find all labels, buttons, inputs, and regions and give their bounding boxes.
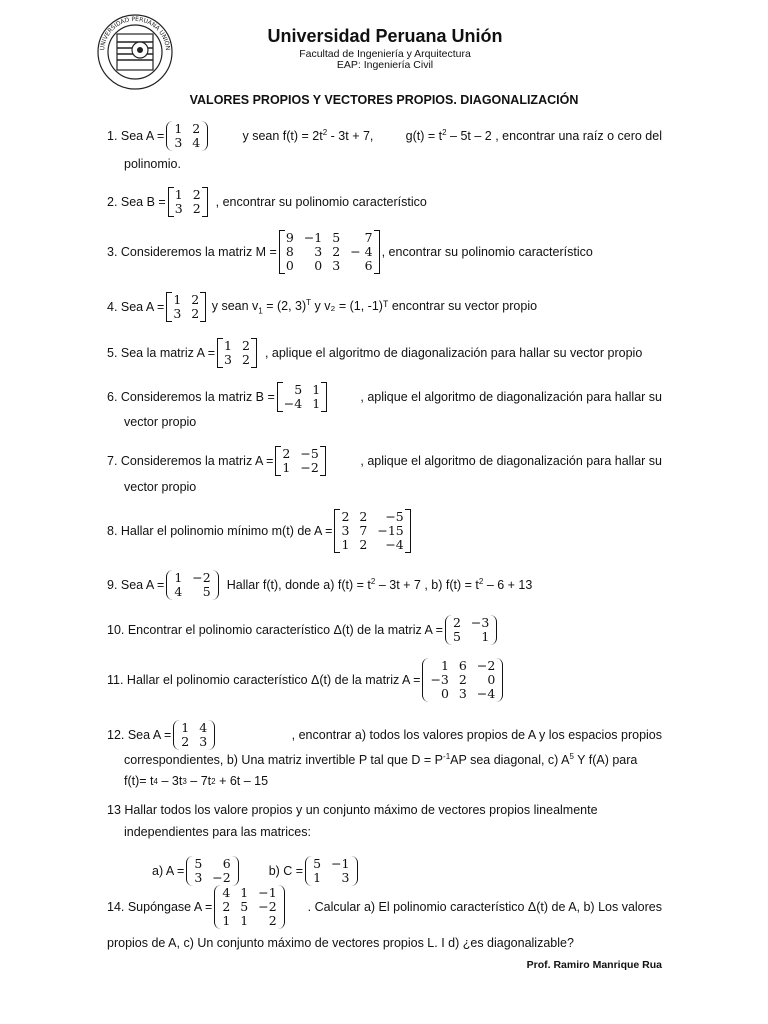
- matrix-cell: 5: [332, 230, 341, 245]
- p4-b: y sean v: [211, 299, 259, 314]
- matrix-cell: 1: [481, 629, 490, 644]
- problem-10-line: [107, 615, 499, 645]
- p12-text-c: [124, 752, 637, 767]
- university-seal-logo: [95, 12, 175, 92]
- p13-matrix-c: [305, 856, 357, 886]
- p10-matrix: [445, 615, 497, 645]
- p12-c: correspondientes, b) Una matriz invertible P tal que D = P: [124, 753, 444, 768]
- p4-sub: 1: [258, 306, 263, 316]
- p4-sup: T: [306, 298, 312, 308]
- matrix-cell: 7: [359, 523, 368, 538]
- matrix-cell: 1: [240, 885, 249, 900]
- p7-continuation: vector propio: [124, 480, 197, 494]
- matrix-cell: 2: [191, 306, 200, 321]
- p1-e: – 5t – 2 , encontrar una raíz o cero del: [450, 129, 662, 144]
- p13-matrices-line: [152, 856, 360, 886]
- problem-7-line: [107, 446, 662, 476]
- p12-c-sup: -1: [443, 752, 451, 761]
- p14-text-a: 14. Supóngase A =: [107, 900, 213, 914]
- matrix-cell: 0: [440, 686, 449, 701]
- p6-matrix: [277, 382, 327, 412]
- matrix-cell: 2: [242, 352, 250, 367]
- matrix-cell: 5: [240, 899, 249, 914]
- p12-f1: f(t)= t: [124, 774, 154, 788]
- matrix-cell: 1: [240, 913, 249, 928]
- matrix-cell: −1: [331, 856, 350, 871]
- matrix-cell: −4: [476, 686, 496, 701]
- signature-professor: Prof. Ramiro Manrique Rua: [526, 959, 662, 971]
- matrix-cell: 3: [332, 258, 341, 273]
- p12-e: Y f(A) para: [573, 753, 638, 768]
- problem-11-line: [107, 658, 505, 702]
- p6-continuation: vector propio: [124, 415, 197, 429]
- p4-text-b: [208, 298, 537, 316]
- matrix-cell: −2: [192, 570, 211, 585]
- p1-text-a: 1. Sea A =: [107, 129, 165, 143]
- p1-text-b: y sean $f(t) = 2t^2 - 3t + 7$,: [242, 128, 374, 144]
- p14-text-b: . Calcular a) El polinomio característico Δ(t) de A, b) Los valores: [307, 900, 662, 914]
- matrix-cell: −5: [385, 509, 404, 524]
- matrix-cell: 2: [242, 338, 250, 353]
- p7-text-b: , aplique el algoritmo de diagonalización para hallar su: [360, 454, 662, 468]
- p5-text-b: , aplique el algoritmo de diagonalización para hallar su vector propio: [264, 346, 643, 360]
- matrix-cell: 2: [332, 244, 341, 259]
- p2-text-b: , encontrar su polinomio característico: [215, 195, 427, 209]
- p9-c: – 3t + 7 , b) f(t) = t: [378, 578, 479, 593]
- matrix-cell: −1: [258, 885, 277, 900]
- eap-name: EAP: Ingeniería Civil: [336, 59, 434, 71]
- matrix-cell: 2: [452, 615, 461, 630]
- p12-f4: + 6t – 15: [219, 774, 269, 788]
- problem-8-line: [107, 509, 413, 553]
- p13-label-a: a) A =: [152, 864, 185, 878]
- matrix-cell: −5: [300, 446, 319, 461]
- matrix-cell: 1: [312, 396, 321, 411]
- matrix-cell: 1: [313, 870, 322, 885]
- matrix-cell: 1: [174, 121, 183, 136]
- matrix-cell: 6: [364, 258, 373, 273]
- matrix-cell: −3: [470, 615, 490, 630]
- p8-text-a: 8. Hallar el polinomio mínimo m(t) de A =: [107, 524, 333, 538]
- matrix-cell: −1: [303, 230, 323, 245]
- problem-9-line: [107, 570, 532, 600]
- p12-d: AP sea diagonal, c) A: [450, 753, 570, 768]
- matrix-cell: 2: [359, 509, 368, 524]
- matrix-cell: 5: [313, 856, 322, 871]
- matrix-cell: 1: [222, 913, 231, 928]
- matrix-cell: 7: [364, 230, 373, 245]
- matrix-cell: 3: [224, 352, 232, 367]
- matrix-cell: −2: [212, 870, 231, 885]
- matrix-cell: 3: [341, 870, 350, 885]
- p8-matrix: [334, 509, 410, 553]
- matrix-cell: 2: [341, 509, 350, 524]
- p12-f3: – 7t: [190, 774, 212, 788]
- problem-1-line: [107, 121, 662, 151]
- problem-4-line: [107, 292, 537, 322]
- matrix-cell: 3: [174, 201, 183, 216]
- p5-matrix: [217, 338, 257, 368]
- problem-14-line: [107, 885, 662, 929]
- matrix-cell: 1: [440, 658, 449, 673]
- matrix-cell: 2: [268, 913, 277, 928]
- matrix-cell: 1: [174, 187, 183, 202]
- university-name: Universidad Peruana Unión: [267, 26, 503, 46]
- matrix-cell: 4: [174, 584, 183, 599]
- matrix-cell: 3: [341, 523, 350, 538]
- p12-d-sup: 5: [569, 752, 574, 761]
- p6-text-a: 6. Consideremos la matriz B =: [107, 390, 275, 404]
- p9-text-b: Hallar f(t), donde a) $f(t) = t^2 - 3t + 7$ , b) $f(t) = t^2 - 6 + 13$: [226, 577, 533, 593]
- matrix-cell: 1: [174, 570, 183, 585]
- matrix-cell: 2: [192, 121, 201, 136]
- matrix-cell: 3: [314, 244, 323, 259]
- p13-label-b: b) C =: [268, 864, 304, 878]
- matrix-cell: 4: [222, 885, 231, 900]
- p12-text-a: 12. Sea A =: [107, 728, 172, 742]
- p4-d: y v₂ = (1, -1)ᵀ encontrar su vector propio: [314, 299, 538, 314]
- p9-b: Hallar f(t), donde a) f(t) = t: [226, 578, 371, 593]
- p10-text-a: 10. Encontrar el polinomio característico Δ(t) de la matriz A =: [107, 623, 443, 637]
- p9-d: – 6 + 13: [486, 578, 533, 593]
- matrix-cell: 2: [181, 734, 190, 749]
- p13-line-2: independientes para las matrices:: [124, 825, 311, 839]
- p9-text-a: 9. Sea A =: [107, 578, 165, 592]
- p13-matrix-a: [186, 856, 238, 886]
- matrix-cell: 5: [194, 856, 203, 871]
- matrix-cell: 4: [199, 720, 208, 735]
- problem-5-line: [107, 338, 642, 368]
- p12-matrix: [173, 720, 215, 750]
- matrix-cell: 5: [202, 584, 211, 599]
- matrix-cell: 1: [341, 537, 350, 552]
- p2-matrix: [168, 187, 208, 217]
- p11-text-a: 11. Hallar el polinomio característico Δ(t) de la matriz A =: [107, 673, 421, 687]
- p9-matrix: [166, 570, 218, 600]
- matrix-cell: 5: [294, 382, 303, 397]
- p11-matrix: [422, 658, 503, 702]
- matrix-cell: 6: [458, 658, 467, 673]
- matrix-cell: 3: [458, 686, 467, 701]
- p1-d: g(t) = t: [405, 129, 443, 144]
- page-title: VALORES PROPIOS Y VECTORES PROPIOS. DIAGONALIZACIÓN: [189, 93, 579, 107]
- matrix-cell: 2: [458, 672, 467, 687]
- p7-matrix: [275, 446, 325, 476]
- p3-text-b: , encontrar su polinomio característico: [381, 245, 593, 259]
- p1-text-d: $g(t) = t^2 - 5t - 2$ , encontrar una raíz o cero del: [405, 128, 662, 144]
- matrix-cell: −3: [430, 672, 449, 687]
- matrix-cell: 1: [173, 292, 182, 307]
- matrix-cell: 3: [173, 306, 182, 321]
- p1-matrix: [166, 121, 208, 151]
- p4-text-a: 4. Sea A =: [107, 300, 165, 314]
- problem-13-line: 13 Hallar todos los valore propios y un conjunto máximo de vectores propios linealmente: [107, 803, 598, 817]
- problem-2-line: [107, 187, 427, 217]
- matrix-cell: 5: [452, 629, 461, 644]
- p12-text-b: , encontrar a) todos los valores propios de A y los espacios propios: [291, 728, 662, 742]
- matrix-cell: −2: [476, 658, 496, 673]
- matrix-cell: 6: [222, 856, 231, 871]
- p7-text-a: 7. Consideremos la matriz A =: [107, 454, 274, 468]
- matrix-cell: 1: [181, 720, 190, 735]
- p12-f2: – 3t: [161, 774, 183, 788]
- p2-text-a: 2. Sea B =: [107, 195, 166, 209]
- matrix-cell: − 4: [350, 244, 373, 259]
- matrix-cell: 1: [312, 382, 321, 397]
- faculty-name: Facultad de Ingeniería y Arquitectura: [299, 48, 471, 60]
- p5-text-a: 5. Sea la matriz A =: [107, 346, 216, 360]
- p4-matrix: [166, 292, 206, 322]
- matrix-cell: 2: [192, 201, 201, 216]
- matrix-cell: 2: [282, 446, 291, 461]
- matrix-cell: 8: [285, 244, 294, 259]
- matrix-cell: 2: [191, 292, 200, 307]
- problem-3-line: [107, 230, 593, 274]
- p14-line-2: propios de A, c) Un conjunto máximo de vectores propios L. I d) ¿es diagonalizable?: [107, 936, 574, 950]
- matrix-cell: 1: [224, 338, 232, 353]
- matrix-cell: −2: [300, 460, 319, 475]
- matrix-cell: −15: [377, 523, 404, 538]
- matrix-cell: −4: [385, 537, 404, 552]
- logo-ring-text: UNIVERSIDAD PERUANA UNIÓN: [98, 15, 172, 51]
- matrix-cell: 1: [282, 460, 291, 475]
- matrix-cell: 2: [222, 899, 231, 914]
- p6-text-b: , aplique el algoritmo de diagonalización para hallar su: [360, 390, 662, 404]
- matrix-cell: 2: [359, 537, 368, 552]
- p1-b: y sean f(t) = 2t: [242, 129, 323, 144]
- p12-line-3: f(t)= t 4 – 3t 3 – 7t 2 + 6t – 15: [124, 774, 269, 788]
- matrix-cell: 0: [314, 258, 323, 273]
- matrix-cell: −4: [283, 396, 303, 411]
- p1-c: - 3t + 7,: [330, 129, 374, 144]
- problem-6-line: [107, 382, 662, 412]
- p12-line-2: [124, 752, 662, 767]
- p14-matrix: [214, 885, 284, 929]
- matrix-cell: 2: [192, 187, 201, 202]
- matrix-cell: 3: [194, 870, 203, 885]
- p3-text-a: 3. Consideremos la matriz M =: [107, 245, 277, 259]
- matrix-cell: 0: [487, 672, 496, 687]
- matrix-cell: 3: [199, 734, 208, 749]
- matrix-cell: 0: [285, 258, 294, 273]
- matrix-cell: −2: [258, 899, 277, 914]
- matrix-cell: 3: [174, 135, 183, 150]
- matrix-cell: 4: [192, 135, 201, 150]
- p4-c: = (2, 3): [262, 299, 307, 314]
- p3-matrix: [279, 230, 380, 274]
- problem-12-line: [107, 720, 662, 750]
- p1-continuation: polinomio.: [124, 157, 181, 171]
- matrix-cell: 9: [285, 230, 294, 245]
